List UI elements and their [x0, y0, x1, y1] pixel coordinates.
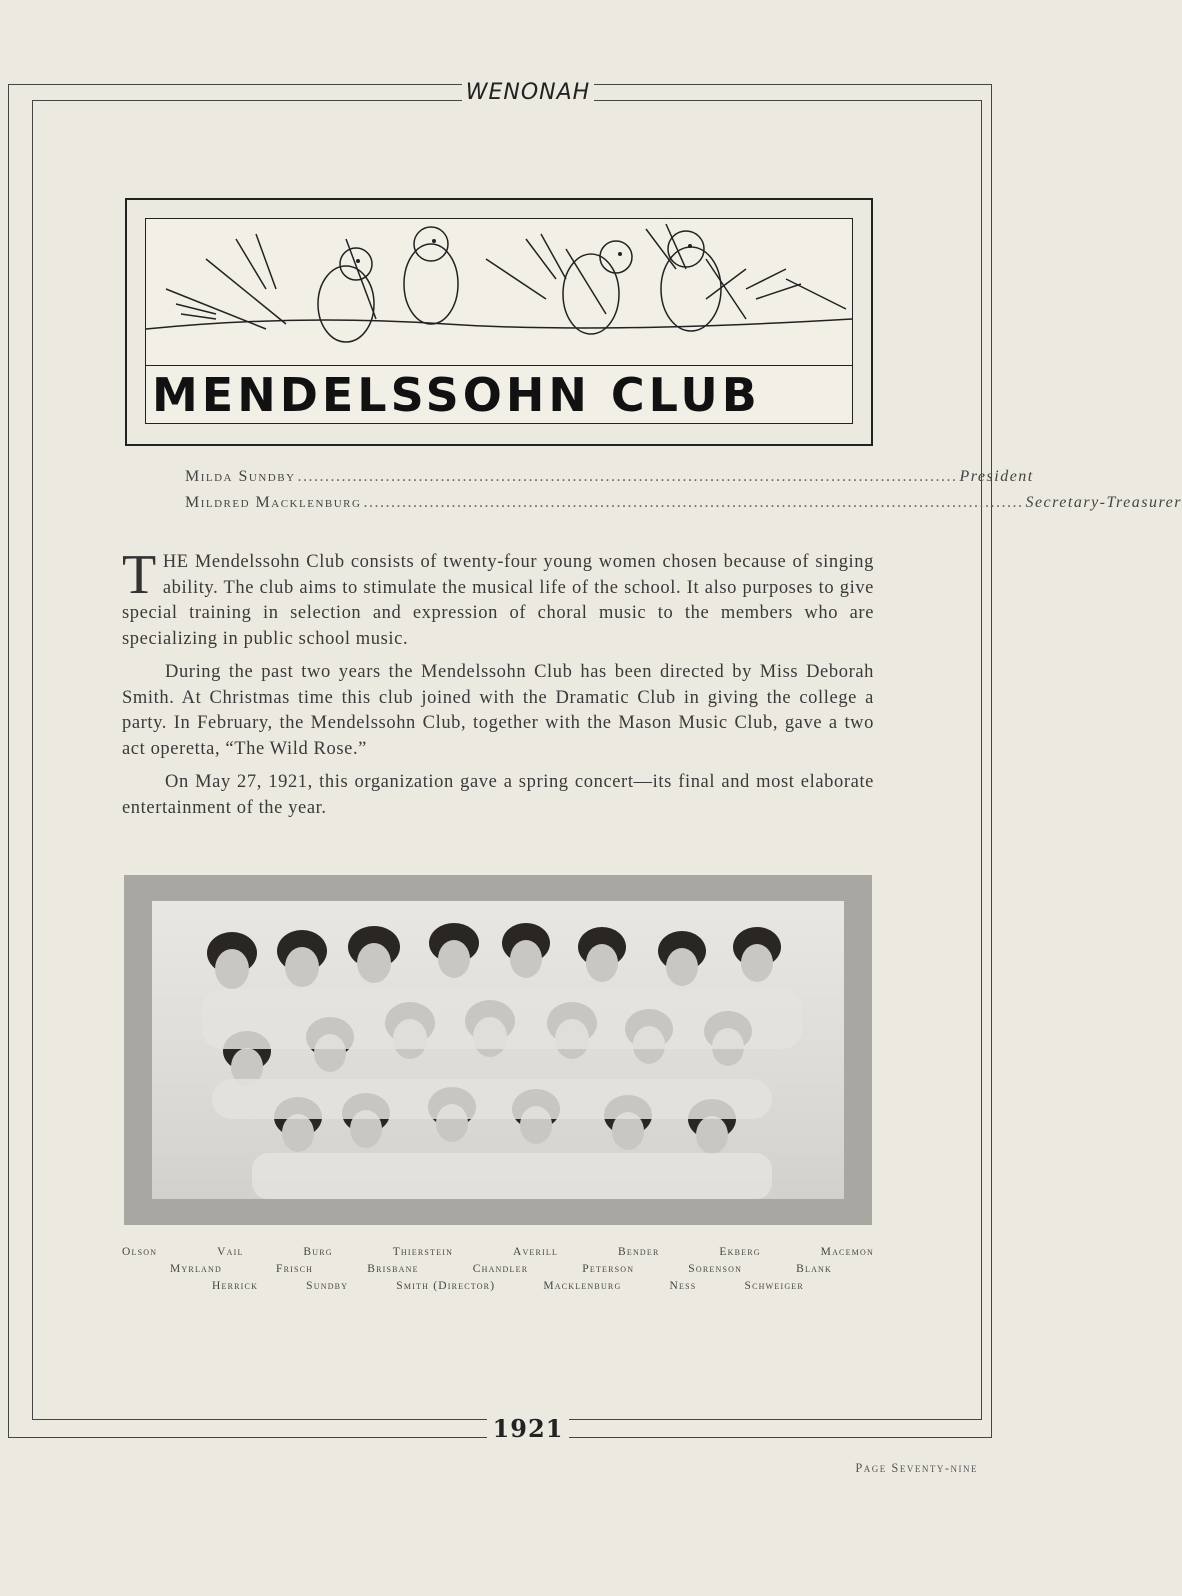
running-head: [0, 80, 1056, 105]
caption-row-2: [122, 1263, 874, 1280]
caption-name: Schweiger: [744, 1280, 804, 1292]
caption-name: Frisch: [276, 1263, 314, 1275]
officer-name: Milda Sundby: [185, 468, 296, 485]
caption-row-1: [122, 1246, 874, 1263]
paragraph-1: [122, 544, 874, 652]
officer-row: [185, 468, 1034, 494]
paragraph-1-text: HE Mendelssohn Club consists of twenty-four young women chosen because of singing ability. The club aims to stimulate the musical life of the school. It also purposes to give special training in selection and expression of choral music to the members who are specializing in public school music.: [122, 552, 874, 649]
bird-illustration-panel: [145, 218, 853, 424]
officer-title: Secretary-Treasurer: [1025, 494, 1182, 511]
caption-name: Smith (Director): [396, 1280, 496, 1292]
drop-cap: T: [122, 544, 157, 606]
caption-name: Bender: [617, 1246, 660, 1258]
photo-caption: [122, 1246, 874, 1297]
caption-name: Chandler: [472, 1263, 529, 1275]
group-photo: [152, 901, 844, 1199]
dot-leader: ........................................................................................................................: [297, 468, 958, 485]
caption-name: Sundby: [306, 1280, 349, 1292]
caption-name: Averill: [512, 1246, 559, 1258]
caption-name: Ness: [669, 1280, 697, 1292]
caption-name: Thierstein: [392, 1246, 454, 1258]
caption-name: Herrick: [212, 1280, 259, 1292]
dot-leader: ........................................................................................................................: [363, 494, 1024, 511]
running-head-text: WENONAH: [462, 80, 594, 105]
officers-list: [185, 468, 1182, 520]
caption-name: Ekberg: [719, 1246, 761, 1258]
club-header-illustration: [125, 198, 873, 446]
caption-name: Burg: [303, 1246, 333, 1258]
paragraph-2: During the past two years the Mendelssohn Club has been directed by Miss Deborah Smith. At Christmas time this club joined with the Dramatic Club in giving the college a party. In February, the Mendelssohn Club, together with the Mason Music Club, gave a two act operetta, “The Wild Rose.”: [122, 662, 874, 759]
caption-name: Brisbane: [367, 1263, 419, 1275]
footer-year-text: 1921: [487, 1414, 570, 1443]
caption-row-3: [122, 1280, 874, 1297]
group-photo-figures: [152, 901, 844, 1199]
caption-name: Blank: [796, 1263, 832, 1275]
officer-row: [185, 494, 1182, 520]
caption-name: Peterson: [582, 1263, 635, 1275]
caption-name: Olson: [122, 1246, 158, 1258]
club-title: MENDELSSOHN CLUB: [146, 365, 852, 423]
footer-year: [0, 1414, 1056, 1443]
caption-name: Vail: [217, 1246, 244, 1258]
group-photo-mat: [124, 875, 872, 1225]
caption-name: Myrland: [170, 1263, 222, 1275]
caption-name: Macklenburg: [543, 1280, 622, 1292]
birds-on-branch-drawing: [146, 219, 852, 369]
officer-name: Mildred Macklenburg: [185, 494, 362, 511]
paragraph-3: On May 27, 1921, this organization gave a spring concert—its final and most elaborate entertainment of the year.: [122, 772, 874, 818]
caption-name: Macemon: [820, 1246, 874, 1258]
officer-title: President: [959, 468, 1034, 485]
caption-name: Sorenson: [688, 1263, 743, 1275]
article-body: [122, 544, 874, 829]
page-number: Page Seventy-nine: [855, 1461, 978, 1475]
